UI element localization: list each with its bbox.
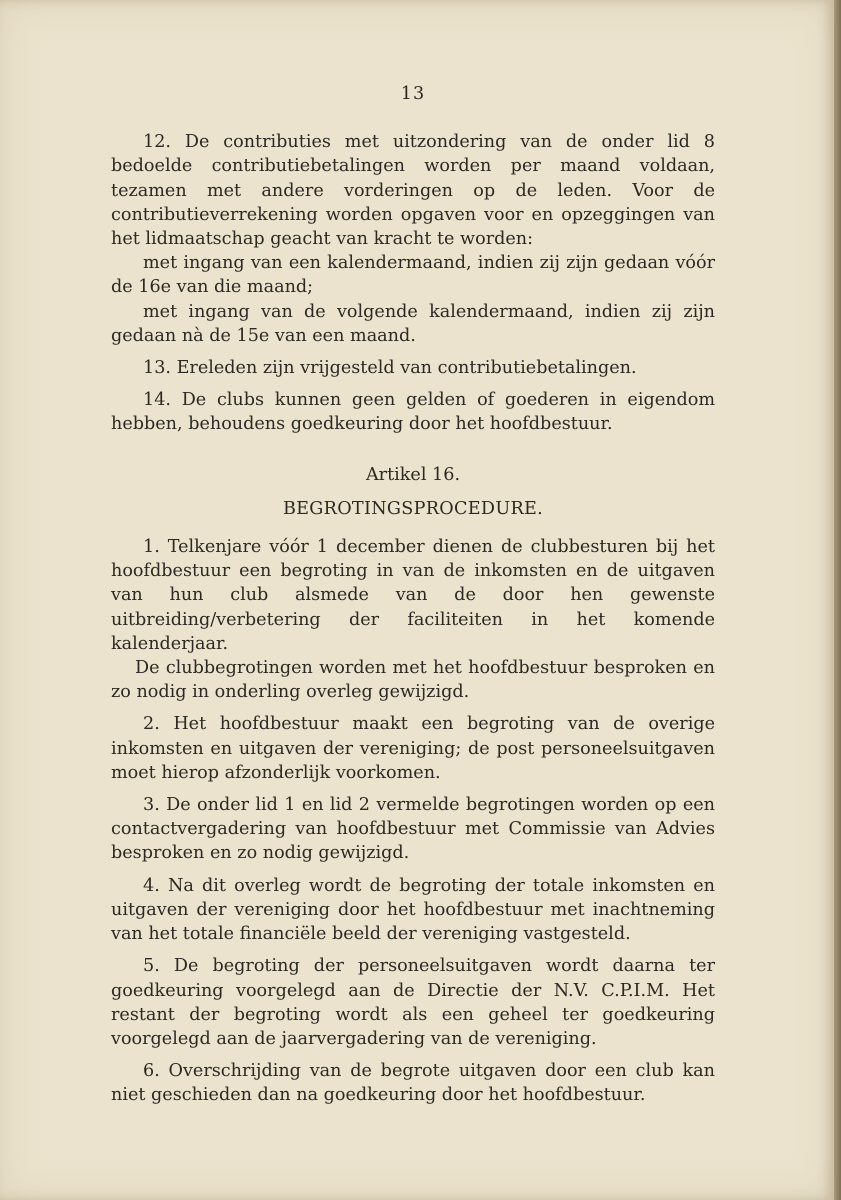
article-paragraph-3: 3. De onder lid 1 en lid 2 vermelde begrotingen worden op een contactvergadering van hoofdbestuur met Commissie van Advies besproken en zo nodig gewijzigd. xyxy=(111,795,715,864)
article-paragraph-2: 2. Het hoofdbestuur maakt een begroting van de overige inkomsten en uitgaven der vereniging; de post personeelsuitgaven moet hierop afzonderlijk voorkomen. xyxy=(111,714,715,783)
paragraph-12-clause-a: met ingang van een kalendermaand, indien zij zijn gedaan vóór de 16e van die maand; xyxy=(111,253,715,298)
paragraph-12: 12. De contributies met uitzondering van de onder lid 8 bedoelde contributiebetalingen worden per maand voldaan, tezamen met andere vorderingen op de leden. Voor de contributieverrekening worden opgaven voor en opzeggingen van het lidmaatschap geacht van kracht te worden: xyxy=(111,132,715,250)
article-paragraph-5: 5. De begroting der personeelsuitgaven wordt daarna ter goedkeuring voorgelegd aan de Directie der N.V. C.P.I.M. Het restant der begroting wordt als een geheel ter goedkeuring voorgelegd aan de jaarvergadering van de vereniging. xyxy=(111,956,715,1049)
article-paragraph-4: 4. Na dit overleg wordt de begroting der totale inkomsten en uitgaven der vereniging door het hoofdbestuur met inachtneming van het totale financiële beeld der vereniging vastgesteld. xyxy=(111,875,715,945)
page-number: 13 xyxy=(400,84,426,104)
article-paragraph-1: 1. Telkenjare vóór 1 december dienen de clubbesturen bij het hoofdbestuur een begroting in van de inkomsten en de uitgaven van hun club alsmede van de door hen gewenste uitbreiding/verbetering der faciliteiten in het komende kalenderjaar. xyxy=(111,537,715,654)
page-edge xyxy=(834,0,841,1200)
article-paragraph-1-continued: De clubbegrotingen worden met het hoofdbestuur besproken en zo nodig in onderling overleg gewijzigd. xyxy=(111,658,715,703)
paragraph-14: 14. De clubs kunnen geen gelden of goederen in eigendom hebben, behoudens goedkeuring door het hoofdbestuur. xyxy=(111,390,715,435)
paragraph-13: 13. Ereleden zijn vrijgesteld van contributiebetalingen. xyxy=(143,358,637,379)
article-title: Artikel 16. xyxy=(365,464,461,485)
page-text xyxy=(111,82,715,1116)
article-paragraph-6: 6. Overschrijding van de begrote uitgaven door een club kan niet geschieden dan na goedkeuring door het hoofdbestuur. xyxy=(111,1061,715,1106)
article-heading: BEGROTINGSPROCEDURE. xyxy=(282,498,544,519)
paragraph-12-clause-b: met ingang van de volgende kalendermaand, indien zij zijn gedaan nà de 15e van een maand. xyxy=(111,301,715,346)
